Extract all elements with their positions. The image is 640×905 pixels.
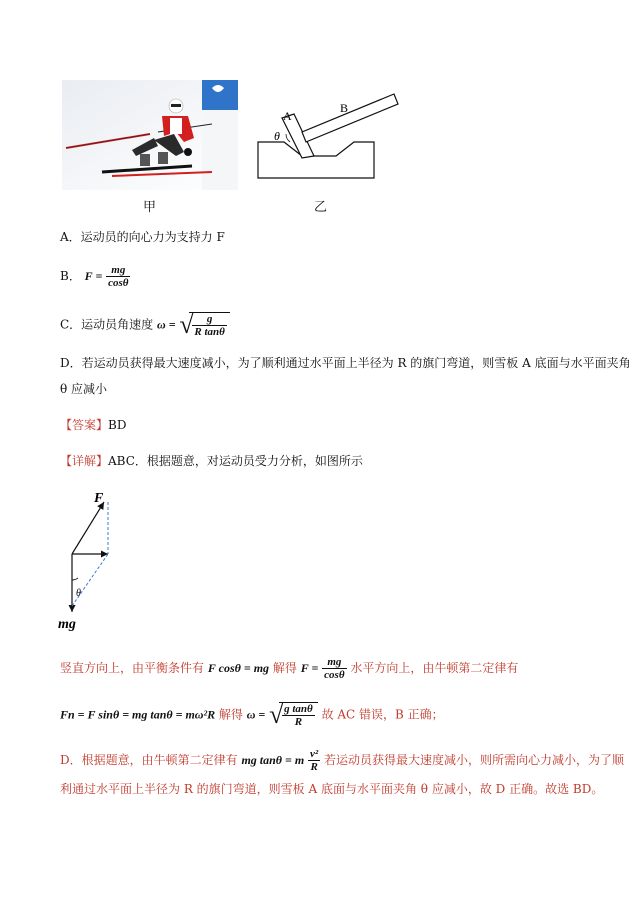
detail-intro: ABC．根据题意，对运动员受力分析，如图所示 xyxy=(108,454,363,468)
ski-board-diagram xyxy=(254,86,404,182)
force-diagram xyxy=(56,486,126,632)
option-c-omega: ω = xyxy=(157,317,176,332)
label-theta: θ xyxy=(274,129,280,143)
detail-line1-eq: F cosθ = mg xyxy=(207,661,270,675)
label-a: A xyxy=(283,109,292,123)
force-theta-label: θ xyxy=(76,588,81,599)
detail-line4: 利通过水平面上半径为 R 的旗门弯道，则雪板 A 底面与水平面夹角 θ 应减小，故 D 正确。故选 BD。 xyxy=(60,782,604,796)
detail-line2-num: g tanθ xyxy=(284,703,313,715)
detail-line2-eq: Fn = F sinθ = mg tanθ = mω²R xyxy=(60,707,216,722)
detail-line2-b: 故 AC 错误，B 正确； xyxy=(321,707,444,722)
detail-intro-line xyxy=(60,452,363,470)
figure-jia-caption: 甲 xyxy=(143,200,157,215)
detail-line2-den: R xyxy=(294,716,303,728)
option-b xyxy=(60,264,130,289)
answer-value: BD xyxy=(108,418,127,432)
figure-yi-caption: 乙 xyxy=(314,200,328,215)
option-c-denominator: R tanθ xyxy=(194,326,225,338)
detail-line1-den: cosθ xyxy=(324,669,345,681)
answer-label: 【答案】 xyxy=(60,418,109,432)
detail-line3-a: D．根据题意，由牛顿第二定律有 xyxy=(60,753,238,767)
option-b-lhs: F = xyxy=(84,269,103,283)
detail-line1 xyxy=(60,656,518,681)
detail-line2-a: 解得 xyxy=(218,707,243,722)
detail-line3-eq: mg tanθ = m xyxy=(241,753,305,767)
detail-line1-lhs: F = xyxy=(300,661,319,675)
detail-line3 xyxy=(60,748,624,773)
option-c-sqrt: √ $\frac{g}{\text{R tanθ}}$ xyxy=(179,312,229,338)
skier-photo xyxy=(62,80,238,190)
option-c-numerator: g xyxy=(192,313,226,326)
option-b-numerator: mg xyxy=(106,264,130,277)
detail-line1-fraction xyxy=(322,656,346,681)
force-mg-label: mg xyxy=(58,617,76,632)
detail-line2-omega: ω = xyxy=(246,707,266,722)
option-b-denominator: cosθ xyxy=(108,277,129,289)
label-b: B xyxy=(340,101,349,115)
detail-line1-b: 解得 xyxy=(272,661,297,675)
force-f-label: F xyxy=(94,491,104,506)
option-d-line1: D．若运动员获得最大速度减小，为了顺利通过水平面上半径为 R 的旗门弯道，则雪板 A 底面与水平面夹角 xyxy=(60,356,631,370)
detail-line3-b: 若运动员获得最大速度减小，则所需向心力减小，为了顺 xyxy=(324,753,625,767)
detail-line1-c: 水平方向上，由牛顿第二定律有 xyxy=(350,661,519,675)
answer-line xyxy=(60,416,126,434)
option-b-fraction xyxy=(106,264,130,289)
option-c xyxy=(60,312,230,338)
detail-line1-num: mg xyxy=(322,656,346,669)
option-c-prefix: C．运动员角速度 xyxy=(60,317,154,332)
detail-line3-fraction xyxy=(308,748,320,773)
option-b-prefix: B． xyxy=(60,269,81,283)
detail-label: 【详解】 xyxy=(60,454,109,468)
detail-line2-sqrt: √ $\frac{\text{g tanθ}}{R}$ xyxy=(269,702,318,728)
detail-line3-num: v² xyxy=(310,748,319,760)
detail-line2 xyxy=(60,702,444,728)
detail-line1-a: 竖直方向上，由平衡条件有 xyxy=(60,661,205,675)
option-a: A．运动员的向心力为支持力 F xyxy=(60,230,225,244)
option-d-line2: θ 应减小 xyxy=(60,382,108,396)
detail-line3-den: R xyxy=(310,761,318,773)
